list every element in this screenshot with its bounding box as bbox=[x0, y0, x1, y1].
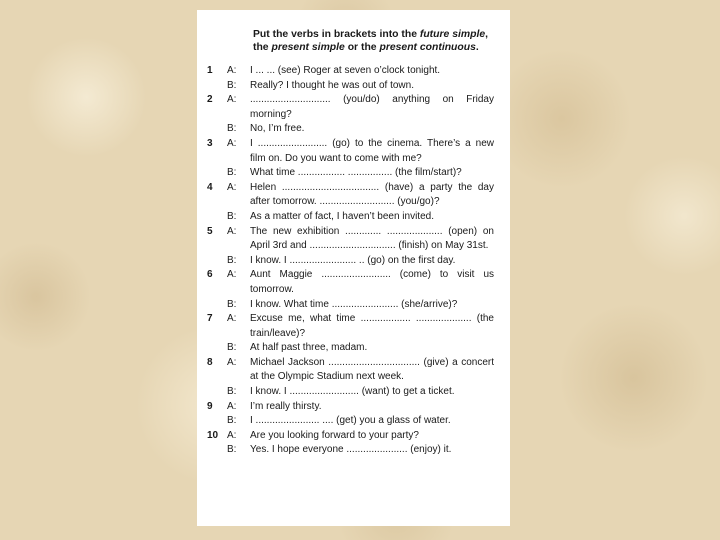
exercise-item bbox=[207, 429, 494, 458]
item-number bbox=[207, 341, 221, 356]
dialogue-text: What time ................. ................ (the film/start)? bbox=[250, 167, 462, 179]
dialogue-line bbox=[207, 166, 494, 181]
dialogue-line bbox=[207, 414, 494, 429]
speaker-label: A: bbox=[227, 400, 237, 412]
dialogue-line bbox=[207, 93, 494, 122]
dialogue-text: I know. I ........................ .. (go) on the first day. bbox=[250, 254, 456, 266]
exercise-list bbox=[207, 64, 494, 458]
dialogue-text: Michael Jackson ................................. (give) a concert at the Olympic Stadium next week. bbox=[250, 356, 494, 383]
item-number: 3 bbox=[207, 137, 213, 149]
exercise-item bbox=[207, 268, 494, 312]
dialogue-line bbox=[207, 341, 494, 356]
item-number bbox=[207, 210, 221, 225]
instructions-emphasis: present simple bbox=[271, 42, 345, 53]
dialogue-text: ............................. (you/do) anything on Friday morning? bbox=[250, 94, 494, 120]
speaker-label: A: bbox=[227, 181, 237, 193]
dialogue-text: I’m really thirsty. bbox=[250, 400, 322, 412]
speaker-label: A: bbox=[227, 269, 237, 281]
dialogue-text: Excuse me, what time .................. .................... (the train/leave)? bbox=[250, 313, 494, 339]
dialogue-line bbox=[207, 64, 494, 79]
dialogue-line bbox=[207, 298, 494, 313]
item-number: 5 bbox=[207, 225, 213, 237]
item-number: 4 bbox=[207, 181, 213, 193]
speaker-label: B: bbox=[227, 386, 237, 398]
dialogue-text: I know. I ......................... (want) to get a ticket. bbox=[250, 386, 455, 398]
speaker-label: B: bbox=[227, 123, 237, 135]
exercise-instructions bbox=[253, 28, 494, 54]
instructions-text: . bbox=[475, 42, 479, 53]
speaker-label: A: bbox=[227, 225, 237, 237]
speaker-label: B: bbox=[227, 444, 237, 456]
exercise-item bbox=[207, 137, 494, 181]
speaker-label: A: bbox=[227, 137, 237, 149]
instructions-emphasis: future simple bbox=[419, 29, 486, 40]
speaker-label: A: bbox=[227, 94, 237, 106]
dialogue-text: The new exhibition ............. .................... (open) on April 3rd and ............................... (finish) on May 31st. bbox=[250, 225, 494, 252]
exercise-item bbox=[207, 93, 494, 137]
speaker-label: B: bbox=[227, 415, 237, 427]
instructions-text: Put the verbs in brackets into the bbox=[253, 29, 420, 40]
item-number bbox=[207, 385, 221, 400]
dialogue-line bbox=[207, 122, 494, 137]
dialogue-line bbox=[207, 254, 494, 269]
item-number bbox=[207, 166, 221, 181]
dialogue-text: I know. What time ........................ (she/arrive)? bbox=[250, 298, 458, 310]
speaker-label: B: bbox=[227, 298, 237, 310]
dialogue-line bbox=[207, 443, 494, 458]
item-number: 6 bbox=[207, 269, 213, 281]
instructions-text: or the bbox=[344, 42, 380, 53]
speaker-label: B: bbox=[227, 167, 237, 179]
dialogue-line bbox=[207, 181, 494, 210]
dialogue-line bbox=[207, 429, 494, 444]
item-number: 8 bbox=[207, 356, 213, 368]
instructions-text: , the bbox=[253, 29, 489, 53]
dialogue-text: Aunt Maggie ......................... (come) to visit us tomorrow. bbox=[250, 269, 494, 295]
item-number: 9 bbox=[207, 400, 213, 412]
dialogue-line bbox=[207, 137, 494, 166]
dialogue-text: At half past three, madam. bbox=[250, 342, 368, 354]
speaker-label: B: bbox=[227, 254, 237, 266]
item-number: 7 bbox=[207, 313, 213, 325]
exercise-item bbox=[207, 312, 494, 356]
dialogue-text: No, I’m free. bbox=[250, 123, 305, 135]
exercise-item bbox=[207, 64, 494, 93]
dialogue-text: Really? I thought he was out of town. bbox=[250, 79, 414, 91]
dialogue-text: Yes. I hope everyone ...................... (enjoy) it. bbox=[250, 444, 452, 456]
dialogue-text: As a matter of fact, I haven’t been invited. bbox=[250, 210, 434, 222]
dialogue-line bbox=[207, 225, 494, 254]
item-number bbox=[207, 254, 221, 269]
dialogue-text: I ... ... (see) Roger at seven o’clock tonight. bbox=[250, 65, 441, 76]
exercise-item bbox=[207, 225, 494, 269]
dialogue-line bbox=[207, 268, 494, 297]
exercise-item bbox=[207, 356, 494, 400]
speaker-label: A: bbox=[227, 356, 237, 368]
exercise-item bbox=[207, 400, 494, 429]
speaker-label: B: bbox=[227, 79, 237, 91]
item-number bbox=[207, 122, 221, 137]
speaker-label: A: bbox=[227, 429, 237, 441]
speaker-label: A: bbox=[227, 65, 237, 76]
exercise-item bbox=[207, 181, 494, 225]
worksheet-page bbox=[197, 10, 510, 526]
speaker-label: B: bbox=[227, 342, 237, 354]
dialogue-text: Helen ................................... (have) a party the day after tomorrow. ........................... (you/go)? bbox=[250, 181, 494, 208]
item-number: 2 bbox=[207, 94, 213, 106]
item-number: 1 bbox=[207, 65, 213, 76]
item-number: 10 bbox=[207, 429, 219, 441]
dialogue-text: Are you looking forward to your party? bbox=[250, 429, 419, 441]
instructions-emphasis: present continuous bbox=[379, 42, 476, 53]
dialogue-line bbox=[207, 79, 494, 94]
item-number bbox=[207, 298, 221, 313]
item-number bbox=[207, 79, 221, 94]
dialogue-line bbox=[207, 400, 494, 415]
item-number bbox=[207, 414, 221, 429]
dialogue-line bbox=[207, 312, 494, 341]
dialogue-line bbox=[207, 356, 494, 385]
item-number bbox=[207, 443, 221, 458]
dialogue-text: I ....................... .... (get) you a glass of water. bbox=[250, 415, 451, 427]
speaker-label: B: bbox=[227, 210, 237, 222]
dialogue-line bbox=[207, 385, 494, 400]
dialogue-line bbox=[207, 210, 494, 225]
dialogue-text: I ......................... (go) to the cinema. There’s a new film on. Do you want to come with me? bbox=[250, 137, 494, 164]
speaker-label: A: bbox=[227, 313, 237, 325]
